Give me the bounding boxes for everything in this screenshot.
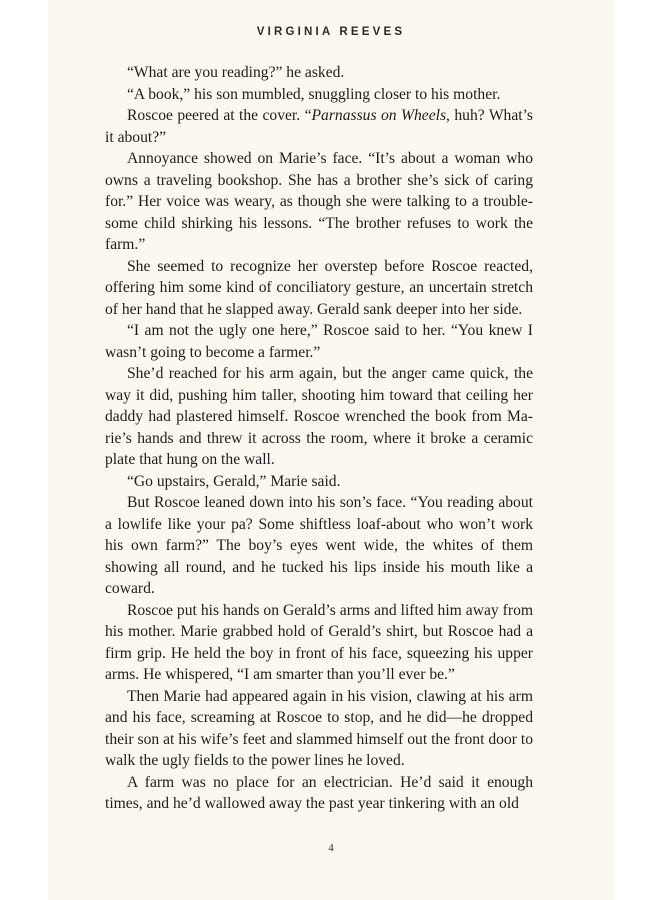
- paragraph: “A book,” his son mumbled, snuggling closer to his mother.: [127, 85, 501, 103]
- paragraph: “I am not the ugly one here,” Roscoe said to her. “You knew I wasn’t going to become a farmer.”: [105, 322, 533, 361]
- body-text: [105, 62, 533, 815]
- book-page: [48, 0, 614, 900]
- paragraph: “Go upstairs, Gerald,” Marie said.: [127, 472, 341, 490]
- paragraph-text: Roscoe peered at the cover. “: [127, 107, 312, 124]
- book-title: Parnassus on Wheels: [311, 107, 447, 124]
- paragraph: She seemed to recognize her overstep before Roscoe reacted, offering him some kind of conciliatory gesture, an uncertain stretch of her hand that he slapped away. Gerald sank deeper into her side.: [105, 257, 533, 318]
- paragraph: Roscoe put his hands on Gerald’s arms and lifted him away from his mother. Marie grabbed hold of Gerald’s shirt, but Roscoe had a firm grip. He held the boy in front of his face, squeezing his upper arms. He whispered, “I am smarter than you’ll ever be.”: [105, 601, 533, 683]
- paragraph: A farm was no place for an electrician. He’d said it enough times, and he’d wallowed away the past year tinkering with an old: [105, 773, 533, 812]
- paragraph: She’d reached for his arm again, but the anger came quick, the way it did, pushing him taller, shooting him toward that ceiling her daddy had plastered himself. Roscoe wrenched the book from Marie’s hands and threw it across the room, where it broke a ceramic plate that hung on the wall.: [105, 365, 533, 468]
- page-number: 4: [328, 842, 334, 854]
- paragraph: “What are you reading?” he asked.: [127, 64, 345, 81]
- paragraph: But Roscoe leaned down into his son’s face. “You reading about a lowlife like your pa? Some shiftless loaf-about who won’t work his own farm?” The boy’s eyes went wide, the whites of them showing all round, and he tucked his lips inside his mouth like a coward.: [105, 494, 533, 597]
- paragraph: [105, 105, 533, 148]
- paragraph: Then Marie had appeared again in his vision, clawing at his arm and his face, screaming at Roscoe to stop, and he did—he dropped their son at his wife’s feet and slammed himself out the front door to walk the ugly fields to the power lines he loved.: [105, 687, 533, 769]
- paragraph: Annoyance showed on Marie’s face. “It’s about a woman who owns a traveling bookshop. She has a brother she’s sick of caring for.” Her voice was weary, as though she were talking to a troublesome child shirking his lessons. “The brother refuses to work the farm.”: [105, 150, 533, 253]
- running-head: VIRGINIA REEVES: [256, 26, 406, 38]
- paragraph-text: , huh? What’s it about?”: [105, 107, 533, 146]
